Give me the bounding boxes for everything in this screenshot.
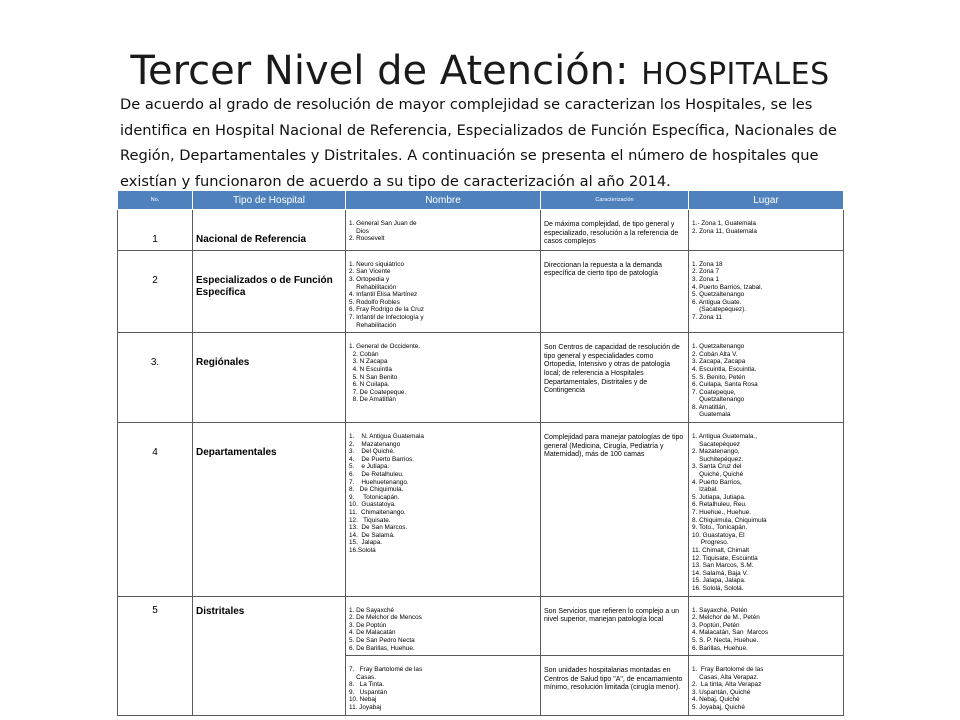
row-number: 5 (118, 596, 193, 715)
nombre-item: 9. Uspantán (349, 688, 388, 696)
nombre-item: 8. De Chiquimula. (349, 486, 404, 494)
nombre-item: 2. San Vicente (349, 268, 391, 276)
nombre-item: Rehabilitación (349, 321, 397, 329)
row-nombres (346, 210, 541, 251)
nombre-item: 7. De Coatepeque. (349, 388, 407, 396)
lugar-item: 4. Puerto Barrios, (692, 478, 742, 486)
nombre-item: 10. Guastatoya. (349, 501, 396, 509)
lugar-item: Suchitepéquez. (692, 455, 744, 463)
row-lugares (689, 210, 844, 251)
row-number: 4 (118, 423, 193, 596)
nombre-item: 4. N Escuintla (349, 365, 392, 373)
lugar-item: 8. Chiquimula, Chiquimula (692, 516, 767, 524)
title-main: Tercer Nivel de Atención: (130, 48, 629, 94)
nombre-item: 4. Infantil Elisa Martínez (349, 291, 418, 299)
lugar-item: 4. Malacatán, San Marcos (692, 629, 769, 637)
nombre-item: 3. Del Quiché. (349, 448, 395, 456)
table-header-row (118, 191, 844, 210)
nombre-item: 11. Chimaltenango. (349, 509, 406, 516)
header-lugar: Lugar (689, 191, 844, 210)
hospitals-table (117, 190, 844, 716)
lugar-item: 16. Sololá, Sololá. (692, 584, 744, 592)
lugar-item: 14. Salamá, Baja V. (692, 569, 748, 577)
row-caracterizacion: Son Centros de capacidad de resolución de tipo general y especialidades como Ortopedia, Intensivo y otras de patología local; de referencia a Hospitales Departamentales, Distritales y de Contingencia (541, 333, 689, 423)
lugar-item: 9. Toto., Tonicapán. (692, 524, 748, 532)
nombre-item: 9. Totonicapán. (349, 493, 400, 501)
lugar-item: 12. Tiquisate, Escuintla (692, 554, 758, 562)
nombre-item: 3. De Poptún (349, 621, 387, 629)
row-nombres (346, 596, 541, 656)
lugar-item: Casas, Alta Verapaz. (692, 673, 759, 681)
row-caracterizacion: Son unidades hospitalarias montadas en Centros de Salud tipo "A", de encamamiento mínimo, resolución limitada (cirugía menor). (541, 656, 689, 716)
nombre-item: 4. De Malacatán (349, 629, 396, 637)
row-lugares (689, 596, 844, 656)
lugar-item: 11. Chimalt, Chimalt (692, 546, 750, 554)
lugar-item: 2. Cobán Alta V. (692, 350, 738, 358)
lugar-item: 15. Jalapa, Jalapa. (692, 577, 746, 585)
nombre-item: 5. Rodolfo Robles (349, 298, 400, 306)
lugar-item: 1. Antigua Guatemala., (692, 433, 758, 441)
nombre-item: 15. Jalapa. (349, 539, 383, 547)
row-number: 1 (118, 210, 193, 251)
table-row (118, 333, 844, 423)
lugar-item: 2. Melchor de M., Petén (692, 614, 760, 622)
row-number: 2 (118, 250, 193, 332)
lugar-item: Guatemala (692, 411, 731, 419)
nombre-item: 3. N Zacapa (349, 358, 388, 366)
nombre-item: 7. Infantil de Infectología y (349, 313, 424, 321)
lugar-item: Quetzaltenango (692, 396, 745, 404)
row-nombres (346, 656, 541, 716)
nombre-item: 6. N Cuilapa. (349, 381, 390, 389)
lugar-item: 2. La tinta, Alta Verapaz (692, 681, 762, 689)
lugar-item: 3. Poptún, Petén (692, 621, 740, 629)
nombre-item: 1. General de Occidente. (349, 343, 421, 351)
row-caracterizacion: De máxima complejidad, de tipo general y especializado, resolución a la referencia de casos complejos (541, 210, 689, 251)
nombre-item: 2. De Melchor de Mencos (349, 614, 422, 622)
lugar-item: 3. Uspantán, Quiché (692, 688, 751, 696)
nombre-item: Rehabilitación (349, 283, 397, 291)
table-row (118, 250, 844, 332)
lugar-item: 1.- Zona 1, Guatemala (692, 220, 756, 227)
nombre-item: 12. Tiquisate. (349, 516, 391, 524)
row-lugares (689, 333, 844, 423)
lugar-item: 6. Retalhuleu, Reu. (692, 501, 747, 509)
nombre-item: 3. Ortopedia y (349, 275, 390, 283)
nombre-item: 1. General San Juan de (349, 220, 417, 227)
nombre-item: 16.Sololá (349, 546, 376, 554)
lugar-item: 5. Joyabaj, Quiché (692, 704, 745, 712)
lugar-item: 7. Coatepeque, (692, 388, 736, 396)
row-lugares (689, 656, 844, 716)
row-tipo: Departamentales (193, 423, 346, 596)
title-caps: HOSPITALES (641, 57, 830, 92)
row-nombres (346, 423, 541, 596)
lugar-item: (Sacatepéquez). (692, 306, 747, 314)
lugar-item: 5. Quetzaltenango (692, 291, 745, 299)
lugar-item: 6. Cuilapa, Santa Rosa (692, 381, 758, 389)
lugar-item: Progreso. (692, 539, 729, 547)
nombre-item: 11. Joyabaj (349, 704, 382, 712)
nombre-item: 10. Nebaj (349, 696, 377, 704)
lugar-item: 7. Zona 11 (692, 313, 723, 321)
lugar-item: 3. Santa Cruz del (692, 463, 742, 471)
nombre-item: 2. Roosevelt (349, 235, 385, 243)
row-caracterizacion: Direccionan la repuesta a la demanda específica de cierto tipo de patología (541, 250, 689, 332)
table-row (118, 210, 844, 251)
row-caracterizacion: Son Servicios que refieren lo complejo a un nivel superior, manejan patología local (541, 596, 689, 656)
lugar-item: Izabal. (692, 486, 718, 494)
nombre-item: 13. De San Marcos. (349, 524, 408, 532)
lugar-item: 2. Zona 7 (692, 268, 720, 276)
nombre-item: Casas. (349, 673, 376, 681)
lugar-item: 5. S. P. Necta, Huehue. (692, 636, 759, 644)
nombre-item: 2. Cobán (349, 350, 379, 358)
lugar-item: 4. Puerto Barrios, Izabal. (692, 283, 763, 291)
header-nombre: Nombre (346, 191, 541, 210)
header-caracterizacion: Caracterización (541, 191, 689, 210)
row-tipo: Regiónales (193, 333, 346, 423)
table-row (118, 596, 844, 656)
nombre-item: 5. e Jutiapa. (349, 463, 390, 471)
row-tipo: Nacional de Referencia (193, 210, 346, 251)
row-nombres (346, 333, 541, 423)
header-no: No. (118, 191, 193, 210)
intro-paragraph: De acuerdo al grado de resolución de mayor complejidad se caracterizan los Hospitales, se les identifica en Hospital Nacional de Referencia, Especializados de Función Específica, Nacionales de Región, Departamentales y Distritales. A continuación se presenta el número de hospitales que existían y funcionaron de acuerdo a su tipo de caracterización al año 2014. (120, 96, 837, 190)
nombre-item: 8. De Amatitlán (349, 396, 396, 404)
lugar-item: 4. Nebaj, Quiché (692, 696, 740, 704)
lugar-item: 4. Escuintla, Escuintla. (692, 365, 757, 373)
lugar-item: 2. Mazatenango, (692, 448, 740, 456)
nombre-item: 8. La Tinta. (349, 681, 385, 689)
nombre-item: Dios (349, 227, 369, 235)
lugar-item: 7. Huehue., Huehue. (692, 509, 751, 516)
nombre-item: 1. N. Antigua Guatemala (349, 433, 424, 441)
nombre-item: 7. Huehuetenango. (349, 478, 409, 486)
nombre-item: 5. N San Benito (349, 373, 398, 381)
nombre-item: 5. De San Pedro Necta (349, 636, 415, 644)
row-lugares (689, 250, 844, 332)
lugar-item: Sacatepéquez (692, 440, 740, 448)
row-caracterizacion: Complejidad para manejar patologías de tipo general (Medicina, Cirugía, Pediatría y Maternidad), más de 100 camas (541, 423, 689, 596)
nombre-item: 14. De Salamá. (349, 531, 395, 539)
row-lugares (689, 423, 844, 596)
nombre-item: 6. Fray Rodrigo de la Cruz (349, 306, 424, 314)
lugar-item: 5. Jutiapa, Jutiapa. (692, 493, 746, 501)
lugar-item: 13. San Marcos, S.M. (692, 562, 754, 570)
lugar-item: 5. S. Benito, Petén (692, 373, 746, 381)
nombre-item: 2. Mazatenango (349, 440, 401, 448)
row-nombres (346, 250, 541, 332)
lugar-item: 3. Zacapa, Zacapa (692, 358, 746, 366)
lugar-item: 10. Guastatoya, El (692, 531, 745, 539)
lugar-item: 2. Zona 11, Guatemala (692, 227, 757, 235)
lugar-item: 1. Fray Bartolomé de las (692, 666, 764, 674)
row-tipo: Distritales (193, 596, 346, 715)
row-number: 3. (118, 333, 193, 423)
lugar-item: Quiché, Quiché (692, 471, 744, 479)
lugar-item: 8. Amatitlán, (692, 403, 728, 411)
nombre-item: 7. Fray Bartolomé de las (349, 666, 423, 674)
lugar-item: 3. Zona 1 (692, 275, 720, 283)
header-tipo: Tipo de Hospital (193, 191, 346, 210)
table-body (118, 210, 844, 716)
lugar-item: 1. Zona 18 (692, 260, 723, 268)
nombre-item: 6. De Barillas, Huehue. (349, 644, 415, 652)
lugar-item: 1. Sayaxché, Petén (692, 606, 748, 614)
nombre-item: 1. De Sayaxché (349, 606, 395, 614)
lugar-item: 6. Antigua Guate. (692, 298, 742, 306)
nombre-item: 4. De Puerto Barrios. (349, 455, 414, 463)
table-row (118, 423, 844, 596)
nombre-item: 6. De Retalhuleu. (349, 471, 404, 479)
lugar-item: 1. Quetzaltenango (692, 343, 745, 351)
nombre-item: 1. Neuro siquiátrico (349, 260, 405, 268)
row-tipo: Especializados o de Función Específica (193, 250, 346, 332)
lugar-item: 6. Barillas, Huehue. (692, 644, 748, 652)
